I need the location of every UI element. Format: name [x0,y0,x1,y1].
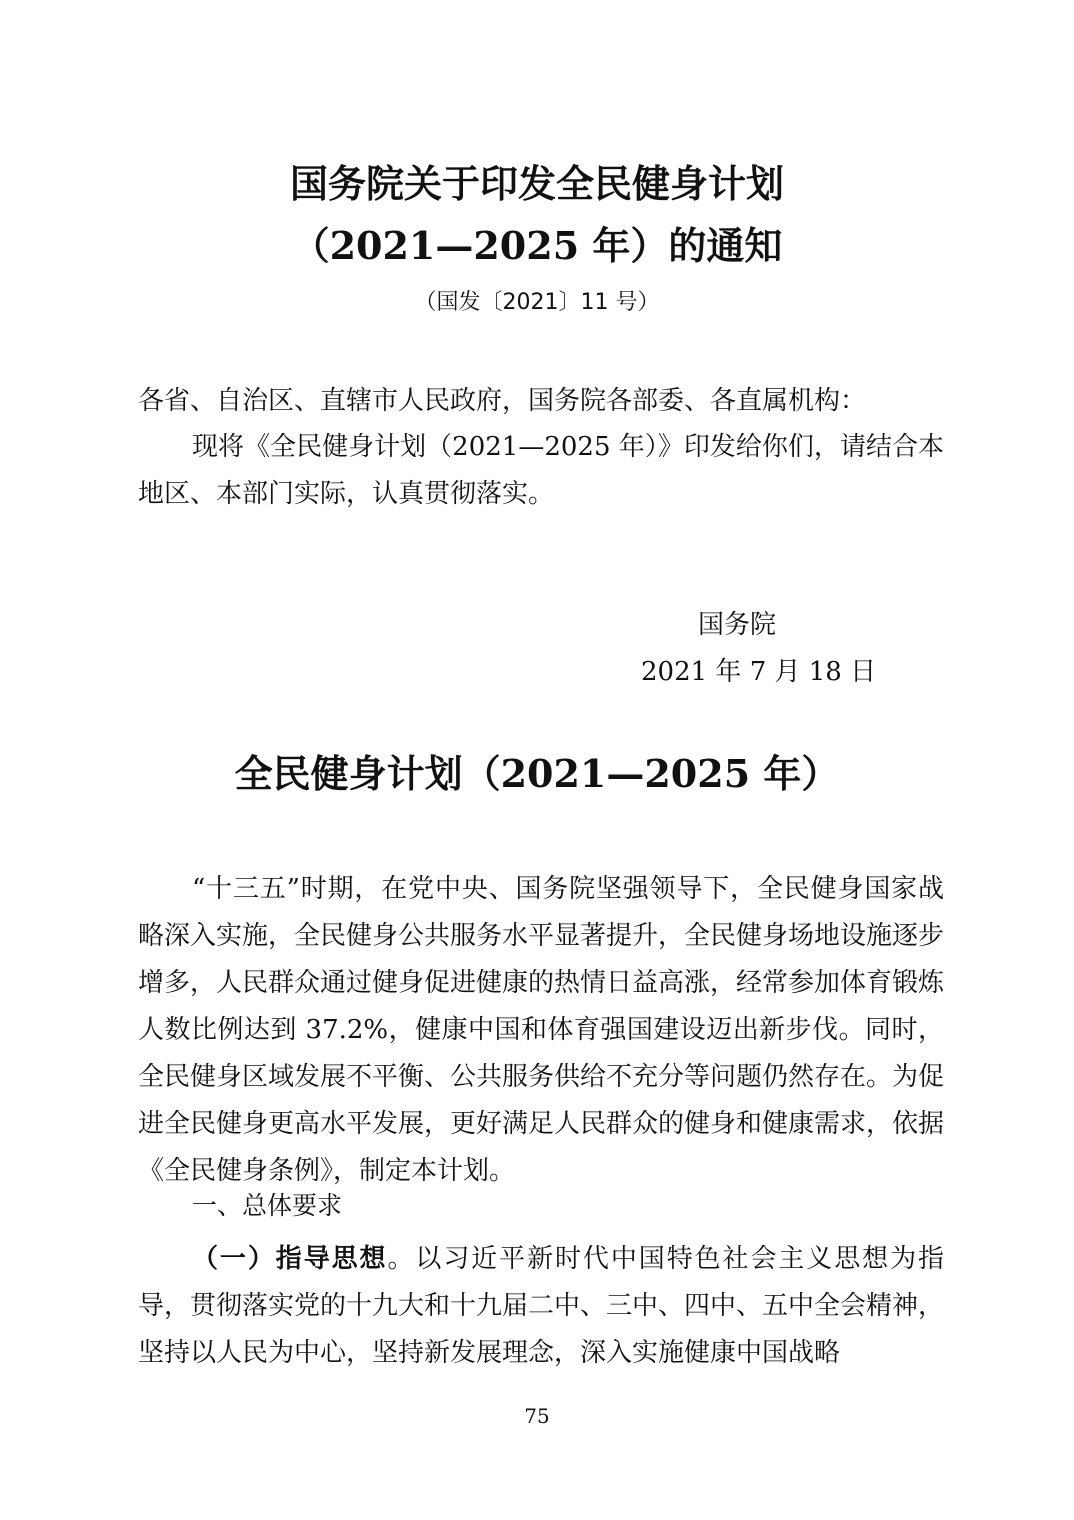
guiding-ideology-label: （一）指导思想 [192,1244,388,1274]
plan-intro-paragraph: “十三五”时期，在党中央、国务院坚强领导下，全民健身国家战略深入实施，全民健身公共服务水平显著提升，全民健身场地设施逐步增多，人民群众通过健身促进健康的热情日益高涨，经常参加体育锻炼人数比例达到 37.2%，健康中国和体育强国建设迈出新步伐。同时，全民健身区域发展不平衡、公共服务供给不充分等问题仍然存在。为促进全民健身更高水平发展，更好满足人民群众的健身和健康需求，依据《全民健身条例》，制定本计划。 [138,874,945,1186]
notice-title-line1: 国务院关于印发全民健身计划 [289,161,784,206]
notice-title-line2: （2021—2025 年）的通知 [291,223,783,268]
signer: 国务院 [698,610,777,640]
document-number: （国发〔2021〕11 号） [414,290,660,315]
guiding-ideology-paragraph [138,1236,944,1377]
notice-body: 现将《全民健身计划（2021—2025 年）》印发给你们，请结合本地区、本部门实际，认真贯彻落实。 [138,432,944,509]
page-number: 75 [524,1404,550,1428]
guiding-ideology-text: 。以习近平新时代中国特色社会主义思想为指导，贯彻落实党的十九大和十九届二中、三中、四中、五中全会精神，坚持以人民为中心，坚持新发展理念，深入实施健康中国战略 [138,1244,945,1368]
plan-title: 全民健身计划（2021—2025 年） [234,751,840,796]
section-heading-general-requirements: 一、总体要求 [192,1191,343,1220]
addressee: 各省、自治区、直辖市人民政府，国务院各部委、各直属机构： [138,386,867,416]
signature-date: 2021 年 7 月 18 日 [641,657,877,687]
